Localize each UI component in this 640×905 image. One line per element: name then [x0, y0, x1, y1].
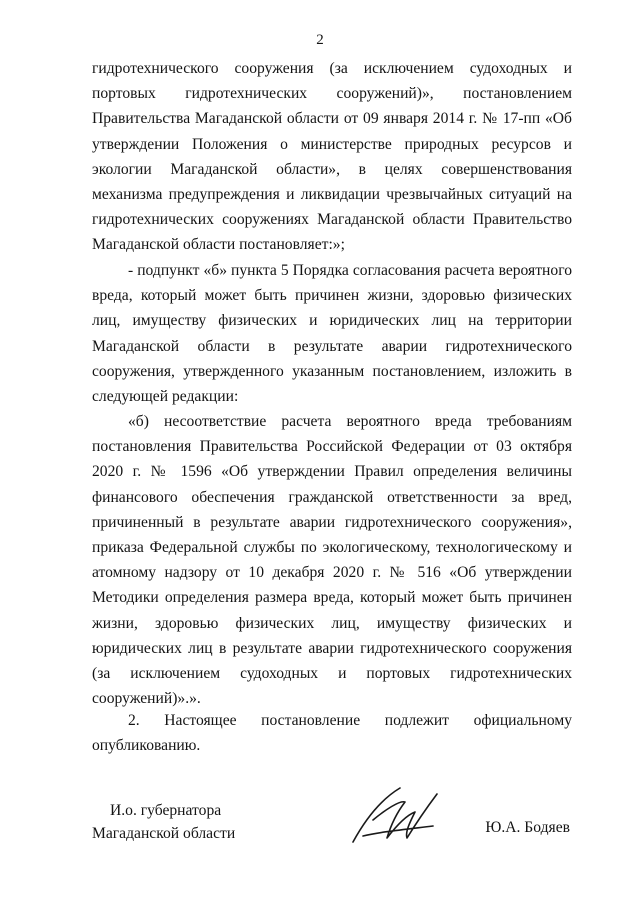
paragraph-new-wording: «б) несоответствие расчета вероятного вреда требованиям постановления Правительства Российской Федерации от 03 октября 2020 г. № 1596 «Об утверждении Правил определения величины финансового обеспечения гражданской ответственности за вред, причиненный в результате аварии гидротехнического сооружения», приказа Федеральной службы по экологическому, технологическому и атомному надзору от 10 декабря 2020 г. № 516 «Об утверждении Методики определения размера вреда, который может быть причинен жизни, здоровью физических лиц, имуществу физических и юридических лиц в результате аварии гидротехнического сооружения (за исключением судоходных и портовых гидротехнических сооружений)».». [92, 413, 572, 708]
paragraph-publication: 2. Настоящее постановление подлежит официальному опубликованию. [92, 712, 572, 755]
page-number: 2 [316, 32, 324, 48]
paragraph-preamble: гидротехнического сооружения (за исключением судоходных и портовых гидротехнических сооружений)», постановлением Правительства Магаданской области от 09 января 2014 г. № 17-пп «Об утверждении Положения о министерстве природных ресурсов и экологии Магаданской области», в целях совершенствования механизма предупреждения и ликвидации чрезвычайных ситуаций на гидротехнических сооружениях Магаданской области Правительство Магаданской области постановляет:»; [92, 60, 572, 254]
paragraph-subpoint-b: - подпункт «б» пункта 5 Порядка согласования расчета вероятного вреда, который может быть причинен жизни, здоровью физических лиц, имуществу физических и юридических лиц на территории Магаданской области в результате аварии гидротехнического сооружения, утвержденного указанным постановлением, изложить в следующей редакции: [92, 262, 572, 406]
signatory-position-line1: И.о. губернатора [110, 802, 222, 819]
handwritten-signature [345, 780, 445, 855]
signatory-position [92, 799, 235, 845]
signatory-position-line2: Магаданской области [92, 825, 236, 842]
signatory-name: Ю.А. Бодяев [485, 819, 570, 836]
